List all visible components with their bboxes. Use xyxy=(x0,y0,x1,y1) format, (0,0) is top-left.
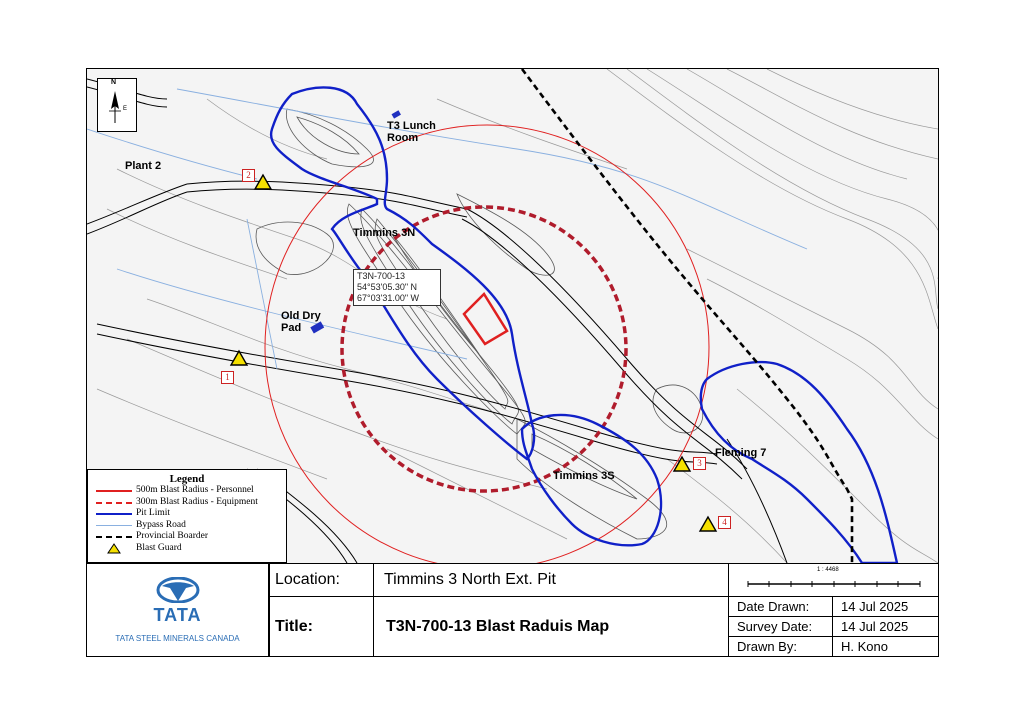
north-label: N xyxy=(111,79,117,86)
triangle-icon xyxy=(96,543,132,554)
blast-guard-number-2: 2 xyxy=(242,169,255,182)
callout-id: T3N-700-13 xyxy=(357,271,406,281)
title-label-cell xyxy=(269,596,374,656)
date-drawn-cell xyxy=(832,596,938,616)
callout-longitude: 67°03'31.00" W xyxy=(357,293,420,303)
survey-date-label: Survey Date: xyxy=(737,619,813,634)
scale-cell xyxy=(728,563,938,596)
location-label: Location: xyxy=(275,571,340,588)
dashed-red-swatch xyxy=(96,502,132,504)
lunch-room-structure xyxy=(392,110,401,118)
legend-item-provincial-border xyxy=(88,531,286,543)
drawn-by-label-cell xyxy=(728,636,833,656)
date-drawn-label-cell xyxy=(728,596,833,616)
survey-date-cell xyxy=(832,616,938,636)
legend-item-pit-limit xyxy=(88,508,286,520)
legend-label: Provincial Boarder xyxy=(136,531,209,541)
logo-text: TATA xyxy=(153,605,202,625)
label-old-dry-pad: Old Dry Pad xyxy=(281,310,321,334)
east-label: E xyxy=(123,106,128,112)
map-sheet xyxy=(86,68,939,657)
equipment-radius-300m xyxy=(342,207,626,491)
drawn-by-value: H. Kono xyxy=(841,639,888,654)
survey-date-value: 14 Jul 2025 xyxy=(841,619,909,634)
date-drawn-value: 14 Jul 2025 xyxy=(841,599,909,614)
legend-label: Bypass Road xyxy=(136,519,186,530)
legend-label: 500m Blast Radius - Personnel xyxy=(136,485,254,495)
solid-blue-swatch xyxy=(96,513,132,515)
company-name: TATA STEEL MINERALS CANADA xyxy=(115,634,240,643)
location-value-cell xyxy=(373,563,729,596)
legend-label: Pit Limit xyxy=(136,508,171,518)
provincial-border xyxy=(522,69,852,563)
drawn-by-label: Drawn By: xyxy=(737,639,797,654)
map-view[interactable] xyxy=(87,69,938,564)
date-drawn-label: Date Drawn: xyxy=(737,599,810,614)
legend-item-blast-guard xyxy=(88,543,286,555)
logo-cell xyxy=(87,563,269,656)
scale-bar xyxy=(744,570,924,590)
pit-limits xyxy=(271,87,897,563)
blast-guard-number-1: 1 xyxy=(221,371,234,384)
scale-text: 1 : 4468 xyxy=(817,567,839,573)
label-plant-2: Plant 2 xyxy=(125,160,162,172)
legend-label: 300m Blast Radius - Equipment xyxy=(136,496,258,507)
title-value: T3N-700-13 Blast Raduis Map xyxy=(386,617,610,635)
title-label: Title: xyxy=(275,617,313,635)
title-block xyxy=(87,563,938,656)
blast-guard-3[interactable] xyxy=(674,457,690,471)
survey-date-label-cell xyxy=(728,616,833,636)
location-value: Timmins 3 North Ext. Pit xyxy=(384,571,556,588)
legend-label: Blast Guard xyxy=(136,542,182,553)
bypass-roads xyxy=(87,89,807,369)
solid-red-swatch xyxy=(96,490,132,492)
blast-polygon[interactable] xyxy=(464,294,507,344)
dashed-black-swatch xyxy=(96,536,132,538)
location-label-cell xyxy=(269,563,374,596)
label-timmins-3s: Timmins 3S xyxy=(553,470,615,482)
blast-guard-number-4: 4 xyxy=(718,516,731,529)
light-blue-swatch xyxy=(96,525,132,526)
north-arrow-icon xyxy=(98,79,136,131)
legend xyxy=(87,469,287,563)
label-timmins-3n: Timmins 3N xyxy=(353,227,416,239)
blast-guard-4[interactable] xyxy=(700,517,716,531)
north-arrow xyxy=(97,78,137,132)
legend-item-personnel xyxy=(88,485,286,497)
title-value-cell xyxy=(373,596,729,656)
callout-latitude: 54°53'05.30" N xyxy=(357,282,418,292)
legend-title: Legend xyxy=(169,473,205,485)
drawn-by-cell xyxy=(832,636,938,656)
label-fleming-7: Fleming 7 xyxy=(715,447,767,459)
label-lunch-room: T3 Lunch Room xyxy=(387,120,436,144)
legend-item-equipment xyxy=(88,497,286,509)
blast-callout[interactable] xyxy=(353,269,441,306)
legend-item-bypass-road xyxy=(88,520,286,532)
tata-logo-icon xyxy=(156,577,200,603)
blast-guard-number-3: 3 xyxy=(693,457,706,470)
